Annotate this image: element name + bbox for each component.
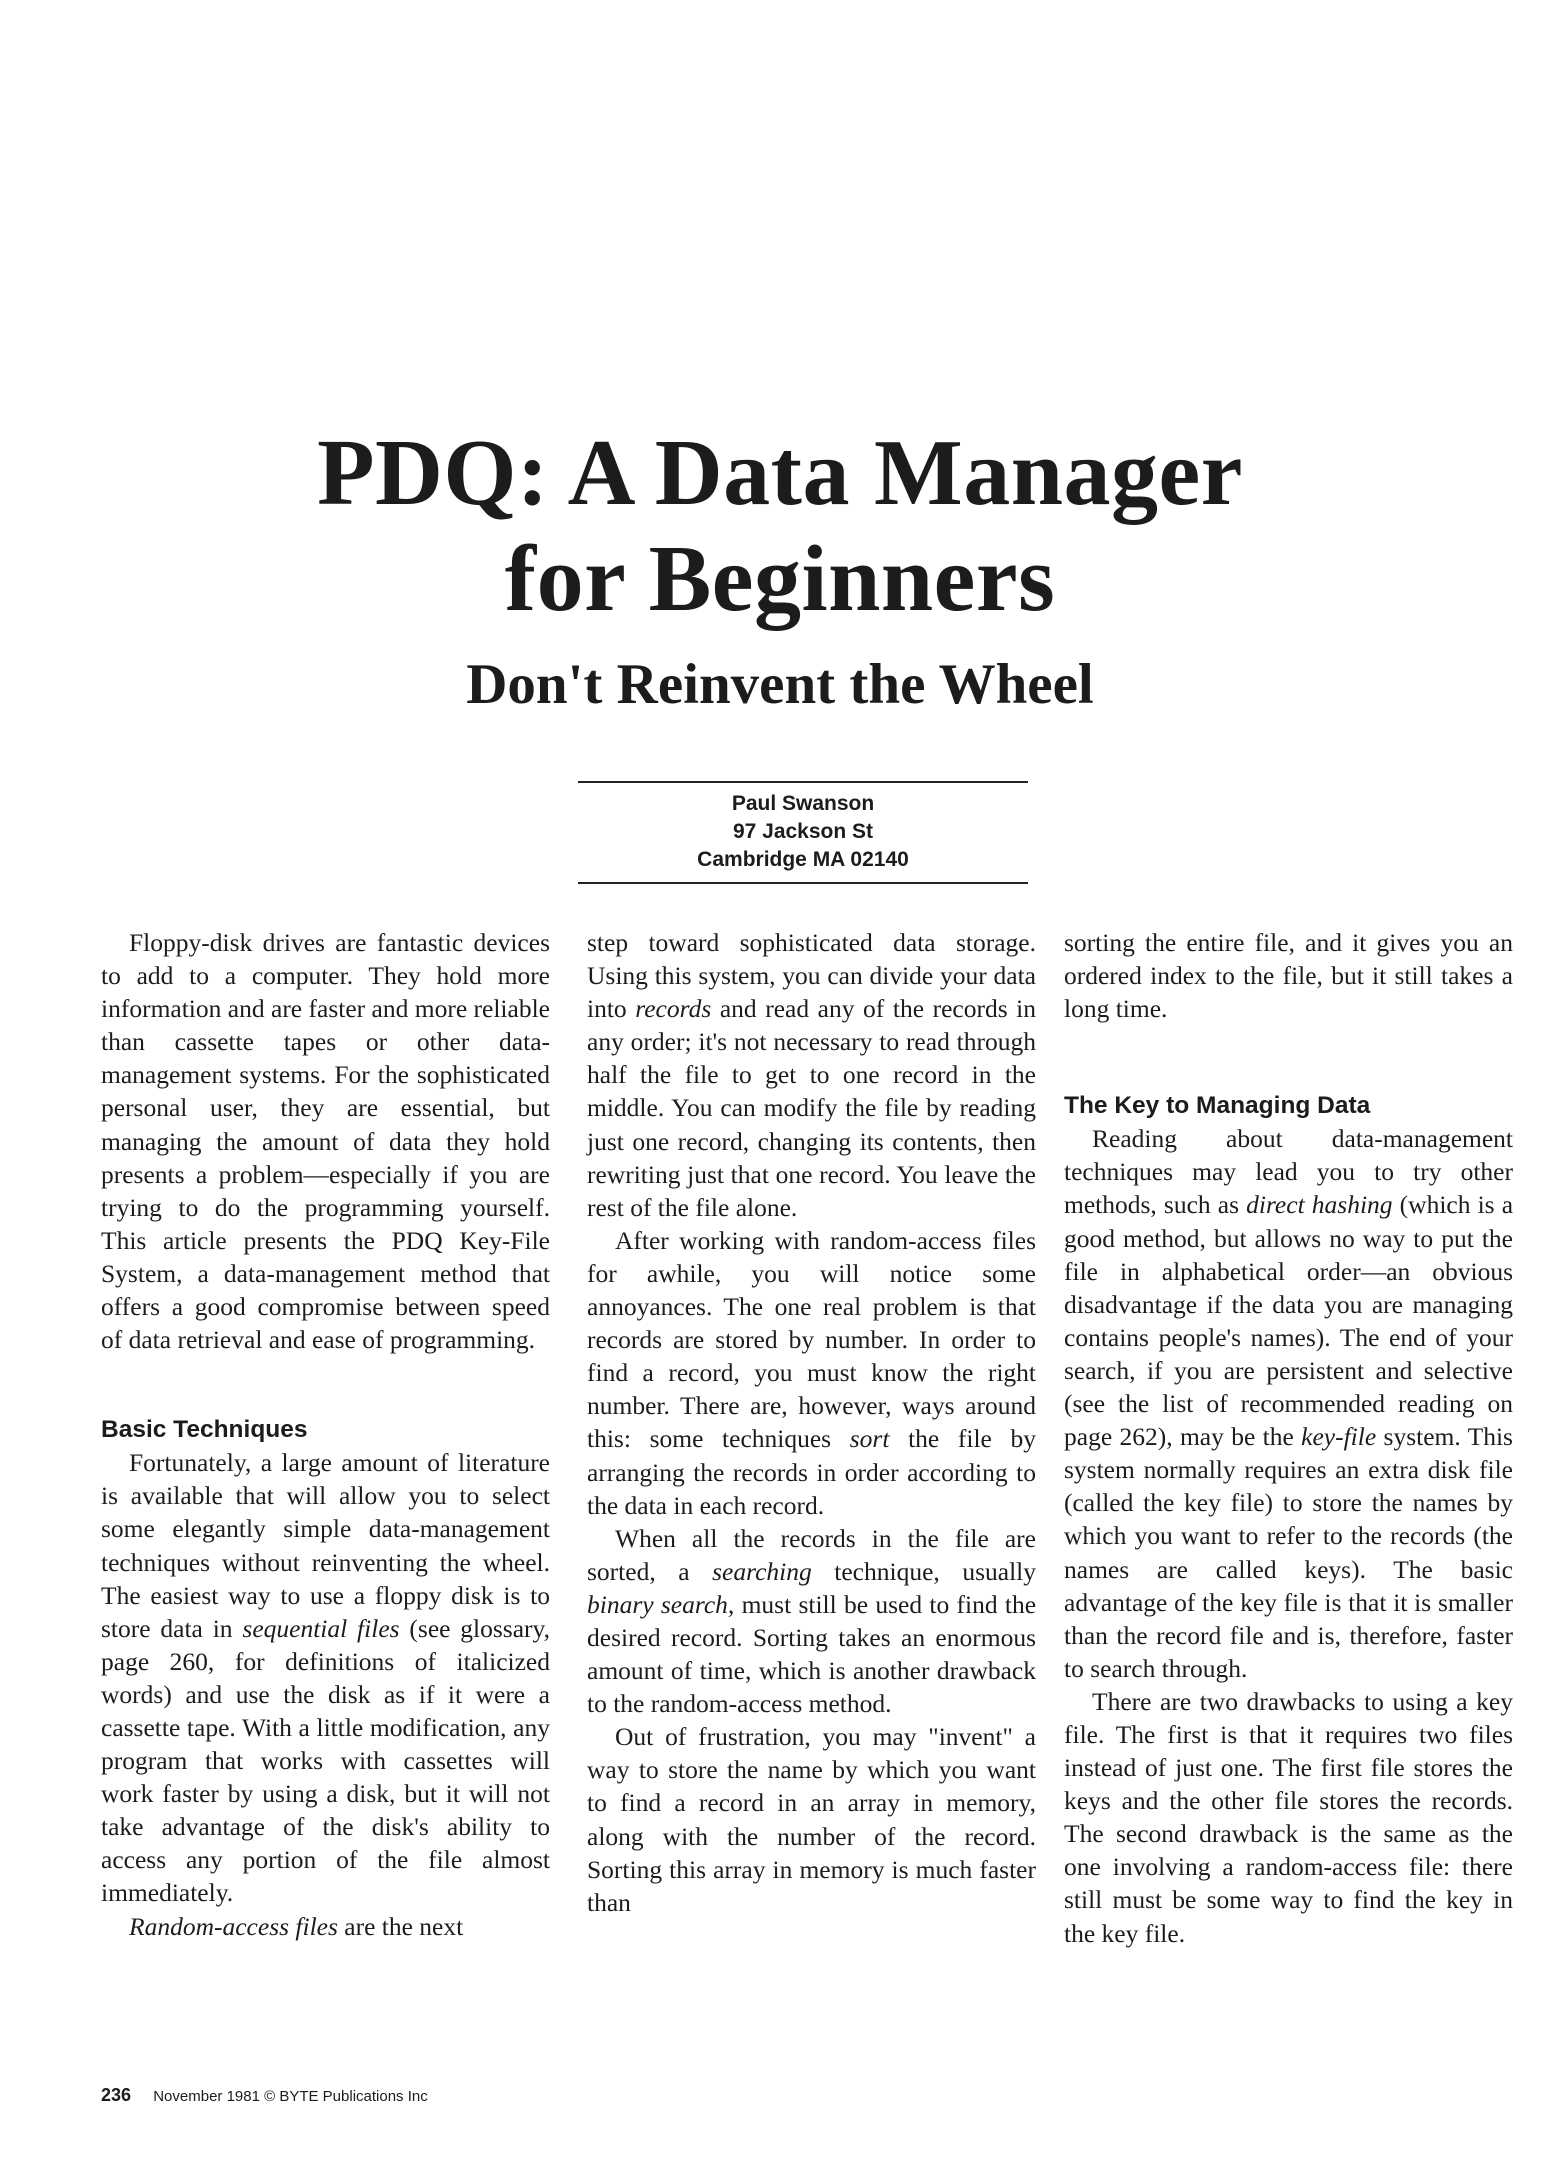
paragraph: sorting the entire file, and it gives you an ordered index to the file, but it still takes a long time. xyxy=(1064,928,1513,1024)
text: and read any of the records in any order; it's not necessary to read through half the file to get to one record in the middle. You can modify the file by reading just one record, changing its contents, then rewriting just that one record. You leave the rest of the file alone. xyxy=(587,994,1037,1222)
section-heading-key-to-managing-data: The Key to Managing Data xyxy=(1064,1092,1371,1120)
paragraph xyxy=(587,1224,1036,1522)
paragraph: Out of frustration, you may "invent" a way to store the name by which you want to find a record in an array in memory, along with the number of the record. Sorting this array in memory is much faster than xyxy=(587,1722,1036,1917)
italic-term: sequential files xyxy=(242,1613,400,1643)
article-subtitle: Don't Reinvent the Wheel xyxy=(466,653,1094,716)
page-footer xyxy=(101,2084,428,2108)
text: step toward sophisticated data storage. Using this system, you can divide your data into xyxy=(587,928,1036,1024)
paragraph: Floppy-disk drives are fantastic devices to add to a computer. They hold more information and are faster and more reliable than cassette tapes or other data-management systems. For the sophisticated personal user, they are essential, but managing the amount of data they hold presents a problem—especially if you are trying to do the programming yourself. This article presents the PDQ Key-File System, a data-management method that offers a good compromise between speed of data retrieval and ease of programming. xyxy=(101,928,550,1355)
paragraph: There are two drawbacks to using a key file. The first is that it requires two files instead of just one. The first file stores the keys and the other file stores the records. The second drawback is the same as the one involving a random-access file: there still must be some way to find the key in the key file. xyxy=(1064,1686,1513,1948)
title-line-1: PDQ: A Data Manager xyxy=(317,421,1243,525)
bleed-through-artifact xyxy=(120,92,1480,152)
text: the file by arranging the records in order according to the data in each record. xyxy=(587,1424,1037,1520)
italic-term: records xyxy=(635,994,712,1024)
text: must still be used to find the desired record. Sorting takes an enormous amount of time, which is another drawback to the random-access method. xyxy=(587,1589,1037,1719)
title-line-2: for Beginners xyxy=(504,527,1056,631)
italic-term: Random-access files xyxy=(129,1911,338,1941)
article-title xyxy=(0,420,1560,632)
author-city: Cambridge MA 02140 xyxy=(697,848,909,871)
text: After working with random-access files for awhile, you will notice some annoyances. The one real problem is that records are stored by number. In order to find a record, you must know the right number. There are, however, ways around this: some techniques xyxy=(587,1225,1036,1454)
italic-term: sort xyxy=(849,1424,890,1454)
section-heading-basic-techniques: Basic Techniques xyxy=(101,1416,308,1444)
italic-term: searching xyxy=(712,1556,812,1586)
text: system. This system normally requires an extra disk file (called the key file) to store the names by which you want to refer to the records (the names are called keys). The basic advantage of the key file is that it is smaller than the record file and is, therefore, faster to search through. xyxy=(1064,1422,1513,1683)
italic-term: binary search, xyxy=(587,1589,735,1619)
author-name: Paul Swanson xyxy=(731,792,875,815)
text: Reading about data-management techniques may lead you to try other methods, such as xyxy=(1064,1124,1513,1220)
byline-bottom-rule xyxy=(578,882,1028,884)
column-2 xyxy=(587,926,1036,1919)
paragraph xyxy=(587,926,1036,1224)
paragraph xyxy=(1064,1122,1513,1685)
paragraph xyxy=(101,1446,550,1909)
paragraph xyxy=(587,1522,1036,1721)
text: are the next xyxy=(344,1911,464,1941)
text: When all the records in the file are sorted, a xyxy=(587,1523,1036,1586)
byline xyxy=(578,790,1028,874)
text: (which is a good method, but allows no way to put the file in alphabetical order—an obvious disadvantage if the data you are managing contains people's names). The end of your search, if you are persistent and selective (see the list of recommended reading on page 262), may be the xyxy=(1064,1190,1514,1452)
footer-credit: November 1981 © BYTE Publications Inc xyxy=(153,2088,428,2105)
paragraph xyxy=(101,1910,550,1943)
text: Fortunately, a large amount of literature is available that will allow you to select some elegantly simple data-management techniques without reinventing the wheel. The easiest way to use a floppy disk is to store data in xyxy=(101,1448,550,1643)
page-number: 236 xyxy=(101,2085,132,2105)
column-1 xyxy=(101,926,550,1943)
column-3 xyxy=(1064,926,1513,1950)
byline-top-rule xyxy=(578,781,1028,783)
text: (see glossary, page 260, for definitions of italicized words) and use the disk as if it were a cassette tape. With a little modification, any program that works with cassettes will work faster by using a disk, but it will not take advantage of the disk's ability to access any portion of the file almost immediately. xyxy=(101,1613,551,1908)
italic-term: direct hashing xyxy=(1246,1190,1393,1220)
text: technique, usually xyxy=(834,1556,1036,1586)
italic-term: key-file xyxy=(1301,1422,1377,1452)
author-street: 97 Jackson St xyxy=(732,820,874,843)
